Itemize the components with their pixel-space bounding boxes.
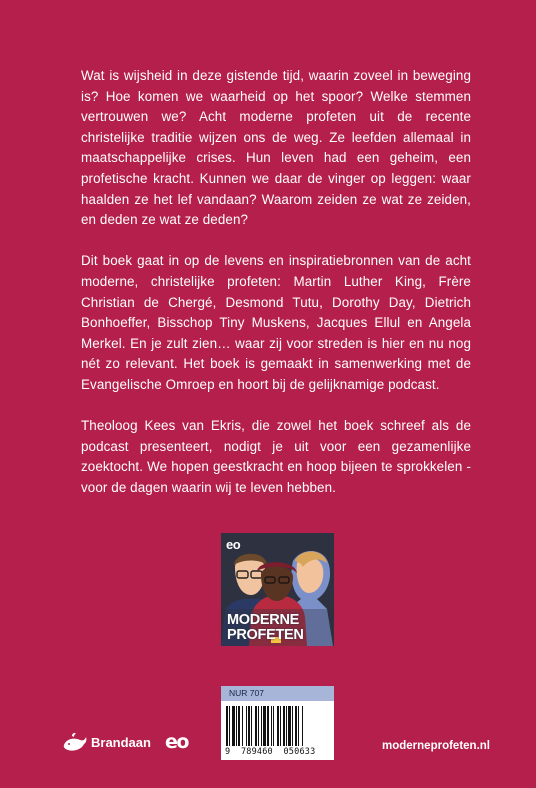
barcode-bar: [232, 706, 235, 746]
cover-eo-logo: eo: [226, 537, 241, 552]
barcode-bar: [238, 706, 240, 746]
barcode-bar: [229, 706, 230, 746]
blurb-paragraph-1: Wat is wijsheid in deze gistende tijd, waarin zoveel in beweging is? Hoe komen we waarheid op het spoor? Welke stemmen vertrouwen we? Acht moderne profeten uit de recente christelijke traditie wijzen ons de weg. Ze leefden allemaal in maatschappelijke crises. Hun leven had een geheim, een profetische kracht. Kunnen we daar de vinger op leggen: waar haalden ze het lef vandaan? Waarom zeiden ze wat ze zeiden, en deden ze wat ze deden?: [81, 68, 471, 228]
barcode-bar: [258, 706, 259, 746]
barcode-bar: [267, 706, 269, 746]
podcast-cover-thumbnail: [221, 533, 334, 646]
isbn-number: 9 789460 050633: [225, 747, 316, 757]
cover-title: [227, 613, 331, 643]
barcode-bar: [277, 706, 279, 746]
brandaan-logo: Brandaan: [91, 734, 151, 750]
website-url: moderneprofeten.nl: [382, 740, 490, 752]
barcode-bar: [261, 706, 262, 746]
barcode-bar: [302, 706, 303, 746]
barcode-bar: [271, 706, 272, 746]
barcode-bar: [283, 706, 285, 746]
isbn-barcode: [221, 701, 334, 760]
barcode-bar: [242, 706, 243, 746]
barcode-bar: [288, 706, 291, 746]
barcode-bar: [298, 706, 299, 746]
barcode-bar: [255, 706, 257, 746]
barcode-bar: [280, 706, 281, 746]
eo-logo: eo: [164, 731, 188, 753]
back-cover-blurb: [81, 66, 471, 519]
barcode-bar: [251, 706, 252, 746]
barcode-icon: [226, 706, 329, 746]
cover-title-line-2: PROFETEN: [227, 627, 304, 643]
barcode-bar: [292, 706, 293, 746]
publisher-logos: [62, 730, 188, 754]
barcode-bar: [226, 706, 228, 746]
blurb-paragraph-2: Dit boek gaat in op de levens en inspiratiebronnen van de acht moderne, christelijke profeten: Martin Luther King, Frère Christian de Chergé, Desmond Tutu, Dorothy Day, Dietrich Bonhoeffer, Bisschop Tiny Muskens, Jacques Ellul en Angela Merkel. En je zult zien… waar zij voor streden is hier en nu nog nét zo relevant. Het boek is gemaakt in samenwerking met de Evangelische Omroep en hoort bij de gelijknamige podcast.: [81, 253, 471, 392]
barcode-bar: [236, 706, 237, 746]
barcode-bar: [295, 706, 297, 746]
barcode-bar: [273, 706, 274, 746]
cover-title-line-1: MODERNE: [227, 612, 300, 628]
barcode-bar: [286, 706, 287, 746]
barcode-bar: [248, 706, 250, 746]
barcode-bar: [246, 706, 247, 746]
barcode-bar: [263, 706, 266, 746]
brandaan-whale-icon: [62, 731, 88, 753]
nur-code: NUR 707: [221, 686, 334, 701]
blurb-paragraph-3: Theoloog Kees van Ekris, die zowel het boek schreef als de podcast presenteert, nodigt je uit voor een gezamenlijke zoektocht. We hopen geestkracht en hoop bijeen te sprokkelen - voor de dagen waarin wij te leven hebben.: [81, 418, 471, 495]
